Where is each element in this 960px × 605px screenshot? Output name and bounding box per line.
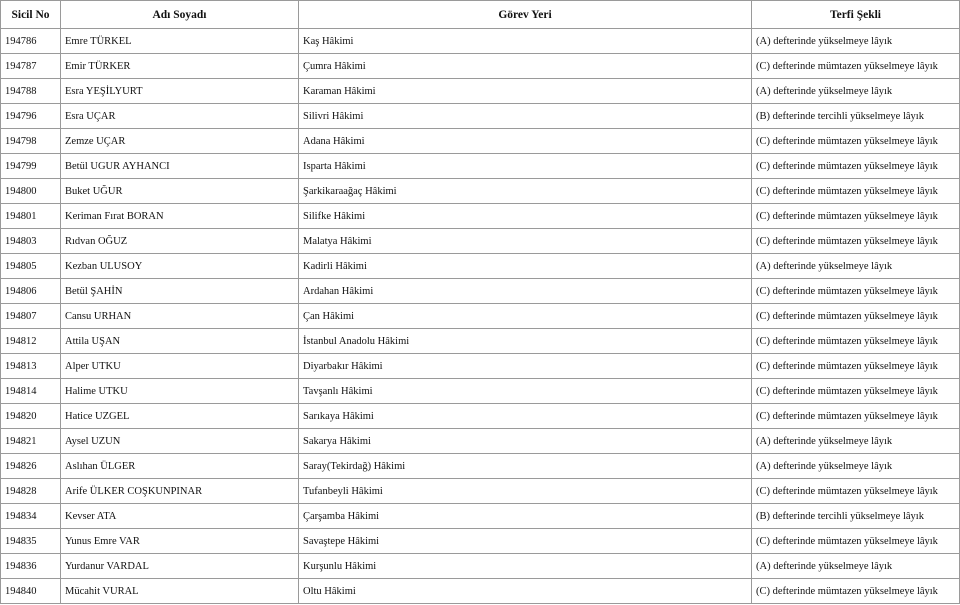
cell-adi-soyadi: Attila UŞAN	[61, 329, 299, 354]
cell-adi-soyadi: Buket UĞUR	[61, 179, 299, 204]
cell-adi-soyadi: Betül UGUR AYHANCI	[61, 154, 299, 179]
cell-adi-soyadi: Kezban ULUSOY	[61, 254, 299, 279]
cell-sicil-no: 194836	[1, 554, 61, 579]
table-row	[1, 54, 960, 79]
cell-gorev-yeri: Silifke Hâkimi	[299, 204, 752, 229]
cell-gorev-yeri: Saray(Tekirdağ) Hâkimi	[299, 454, 752, 479]
header-terfi-sekli: Terfi Şekli	[752, 1, 960, 29]
table-row	[1, 504, 960, 529]
cell-terfi-sekli: (A) defterinde yükselmeye lâyık	[752, 454, 960, 479]
table-row	[1, 579, 960, 604]
cell-terfi-sekli: (C) defterinde mümtazen yükselmeye lâyık	[752, 54, 960, 79]
table-row	[1, 79, 960, 104]
cell-terfi-sekli: (C) defterinde mümtazen yükselmeye lâyık	[752, 379, 960, 404]
cell-sicil-no: 194799	[1, 154, 61, 179]
cell-gorev-yeri: Şarkikaraağaç Hâkimi	[299, 179, 752, 204]
cell-gorev-yeri: Tavşanlı Hâkimi	[299, 379, 752, 404]
cell-adi-soyadi: Betül ŞAHİN	[61, 279, 299, 304]
cell-adi-soyadi: Halime UTKU	[61, 379, 299, 404]
cell-adi-soyadi: Rıdvan OĞUZ	[61, 229, 299, 254]
cell-adi-soyadi: Emir TÜRKER	[61, 54, 299, 79]
cell-terfi-sekli: (C) defterinde mümtazen yükselmeye lâyık	[752, 279, 960, 304]
cell-terfi-sekli: (A) defterinde yükselmeye lâyık	[752, 29, 960, 54]
cell-terfi-sekli: (C) defterinde mümtazen yükselmeye lâyık	[752, 404, 960, 429]
cell-gorev-yeri: Kadirli Hâkimi	[299, 254, 752, 279]
cell-adi-soyadi: Kevser ATA	[61, 504, 299, 529]
cell-adi-soyadi: Alper UTKU	[61, 354, 299, 379]
cell-sicil-no: 194788	[1, 79, 61, 104]
table-row	[1, 229, 960, 254]
cell-sicil-no: 194835	[1, 529, 61, 554]
table-row	[1, 179, 960, 204]
header-row	[1, 1, 960, 29]
cell-terfi-sekli: (A) defterinde yükselmeye lâyık	[752, 554, 960, 579]
table-row	[1, 129, 960, 154]
cell-terfi-sekli: (C) defterinde mümtazen yükselmeye lâyık	[752, 579, 960, 604]
cell-adi-soyadi: Esra UÇAR	[61, 104, 299, 129]
cell-terfi-sekli: (C) defterinde mümtazen yükselmeye lâyık	[752, 354, 960, 379]
cell-terfi-sekli: (C) defterinde mümtazen yükselmeye lâyık	[752, 204, 960, 229]
table-row	[1, 479, 960, 504]
cell-terfi-sekli: (A) defterinde yükselmeye lâyık	[752, 254, 960, 279]
cell-gorev-yeri: İstanbul Anadolu Hâkimi	[299, 329, 752, 354]
table-row	[1, 554, 960, 579]
cell-adi-soyadi: Emre TÜRKEL	[61, 29, 299, 54]
cell-sicil-no: 194820	[1, 404, 61, 429]
cell-terfi-sekli: (C) defterinde mümtazen yükselmeye lâyık	[752, 179, 960, 204]
cell-sicil-no: 194834	[1, 504, 61, 529]
cell-sicil-no: 194787	[1, 54, 61, 79]
cell-terfi-sekli: (B) defterinde tercihli yükselmeye lâyık	[752, 504, 960, 529]
cell-gorev-yeri: Malatya Hâkimi	[299, 229, 752, 254]
cell-sicil-no: 194821	[1, 429, 61, 454]
cell-sicil-no: 194805	[1, 254, 61, 279]
cell-sicil-no: 194813	[1, 354, 61, 379]
cell-adi-soyadi: Arife ÜLKER COŞKUNPINAR	[61, 479, 299, 504]
table-row	[1, 454, 960, 479]
cell-gorev-yeri: Kurşunlu Hâkimi	[299, 554, 752, 579]
header-gorev-yeri: Görev Yeri	[299, 1, 752, 29]
cell-gorev-yeri: Isparta Hâkimi	[299, 154, 752, 179]
cell-adi-soyadi: Yurdanur VARDAL	[61, 554, 299, 579]
cell-sicil-no: 194814	[1, 379, 61, 404]
table-row	[1, 204, 960, 229]
table-row	[1, 104, 960, 129]
table-header	[1, 1, 960, 29]
table-row	[1, 354, 960, 379]
table-row	[1, 404, 960, 429]
table-row	[1, 379, 960, 404]
header-adi-soyadi: Adı Soyadı	[61, 1, 299, 29]
cell-gorev-yeri: Karaman Hâkimi	[299, 79, 752, 104]
table-row	[1, 279, 960, 304]
cell-gorev-yeri: Ardahan Hâkimi	[299, 279, 752, 304]
cell-adi-soyadi: Zemze UÇAR	[61, 129, 299, 154]
cell-adi-soyadi: Hatice UZGEL	[61, 404, 299, 429]
table-row	[1, 254, 960, 279]
header-sicil-no: Sicil No	[1, 1, 61, 29]
table-row	[1, 329, 960, 354]
cell-terfi-sekli: (B) defterinde tercihli yükselmeye lâyık	[752, 104, 960, 129]
cell-adi-soyadi: Cansu URHAN	[61, 304, 299, 329]
cell-sicil-no: 194796	[1, 104, 61, 129]
cell-adi-soyadi: Mücahit VURAL	[61, 579, 299, 604]
cell-sicil-no: 194812	[1, 329, 61, 354]
cell-terfi-sekli: (C) defterinde mümtazen yükselmeye lâyık	[752, 479, 960, 504]
cell-sicil-no: 194840	[1, 579, 61, 604]
table-row	[1, 529, 960, 554]
cell-adi-soyadi: Yunus Emre VAR	[61, 529, 299, 554]
cell-terfi-sekli: (C) defterinde mümtazen yükselmeye lâyık	[752, 229, 960, 254]
cell-sicil-no: 194786	[1, 29, 61, 54]
table-row	[1, 154, 960, 179]
table-row	[1, 29, 960, 54]
cell-gorev-yeri: Adana Hâkimi	[299, 129, 752, 154]
cell-sicil-no: 194826	[1, 454, 61, 479]
cell-gorev-yeri: Çan Hâkimi	[299, 304, 752, 329]
cell-gorev-yeri: Çumra Hâkimi	[299, 54, 752, 79]
cell-adi-soyadi: Esra YEŞİLYURT	[61, 79, 299, 104]
cell-adi-soyadi: Keriman Fırat BORAN	[61, 204, 299, 229]
cell-terfi-sekli: (C) defterinde mümtazen yükselmeye lâyık	[752, 129, 960, 154]
cell-sicil-no: 194798	[1, 129, 61, 154]
cell-gorev-yeri: Sakarya Hâkimi	[299, 429, 752, 454]
cell-terfi-sekli: (C) defterinde mümtazen yükselmeye lâyık	[752, 329, 960, 354]
cell-sicil-no: 194800	[1, 179, 61, 204]
cell-gorev-yeri: Sarıkaya Hâkimi	[299, 404, 752, 429]
cell-terfi-sekli: (C) defterinde mümtazen yükselmeye lâyık	[752, 529, 960, 554]
table-body	[1, 29, 960, 604]
cell-gorev-yeri: Diyarbakır Hâkimi	[299, 354, 752, 379]
cell-sicil-no: 194828	[1, 479, 61, 504]
cell-gorev-yeri: Kaş Hâkimi	[299, 29, 752, 54]
cell-sicil-no: 194803	[1, 229, 61, 254]
cell-terfi-sekli: (A) defterinde yükselmeye lâyık	[752, 79, 960, 104]
cell-terfi-sekli: (C) defterinde mümtazen yükselmeye lâyık	[752, 304, 960, 329]
cell-gorev-yeri: Savaştepe Hâkimi	[299, 529, 752, 554]
table-row	[1, 304, 960, 329]
cell-gorev-yeri: Çarşamba Hâkimi	[299, 504, 752, 529]
cell-gorev-yeri: Oltu Hâkimi	[299, 579, 752, 604]
cell-gorev-yeri: Silivri Hâkimi	[299, 104, 752, 129]
cell-terfi-sekli: (C) defterinde mümtazen yükselmeye lâyık	[752, 154, 960, 179]
cell-terfi-sekli: (A) defterinde yükselmeye lâyık	[752, 429, 960, 454]
table-row	[1, 429, 960, 454]
cell-adi-soyadi: Aslıhan ÜLGER	[61, 454, 299, 479]
cell-sicil-no: 194807	[1, 304, 61, 329]
cell-sicil-no: 194801	[1, 204, 61, 229]
cell-sicil-no: 194806	[1, 279, 61, 304]
cell-gorev-yeri: Tufanbeyli Hâkimi	[299, 479, 752, 504]
cell-adi-soyadi: Aysel UZUN	[61, 429, 299, 454]
